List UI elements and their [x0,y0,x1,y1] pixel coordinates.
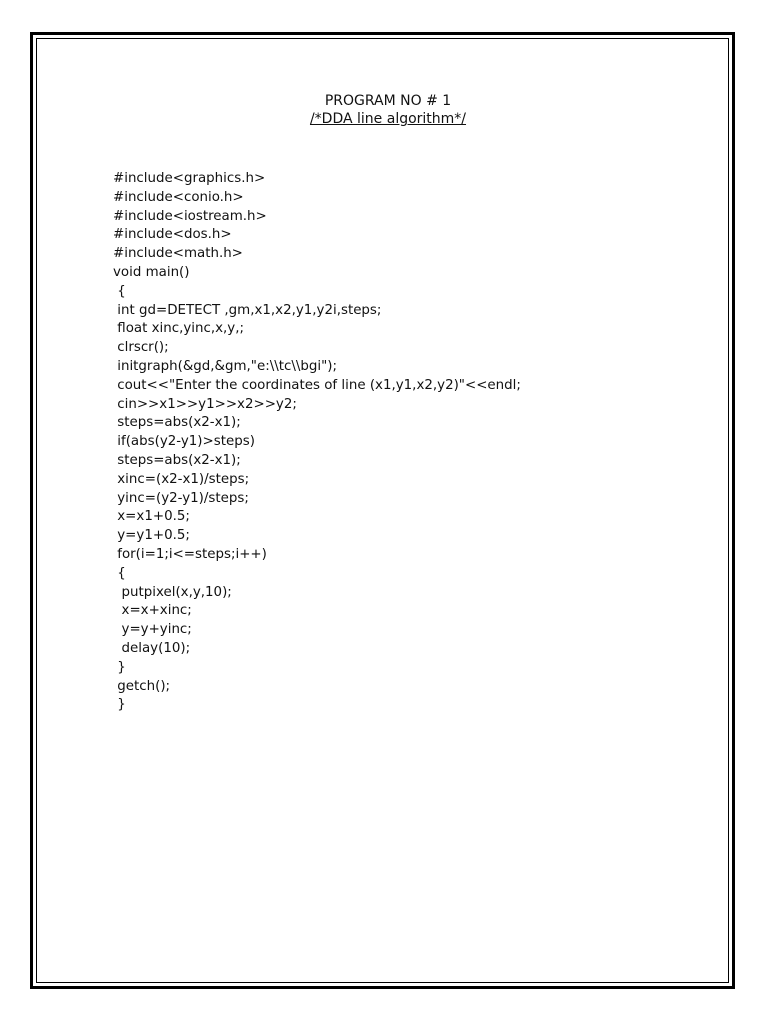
code-line: x=x+xinc; [113,603,192,619]
code-line: y=y1+0.5; [113,528,190,544]
code-line: yinc=(y2-y1)/steps; [113,490,249,506]
code-line: } [113,697,126,713]
code-line: #include<iostream.h> [113,208,267,224]
code-listing [113,170,713,715]
code-line: #include<dos.h> [113,227,232,243]
code-line: #include<graphics.h> [113,171,266,186]
code-line: { [113,283,126,299]
code-line: y=y+yinc; [113,622,192,638]
code-line: steps=abs(x2-x1); [113,452,241,468]
code-line: #include<math.h> [113,246,243,262]
header [0,92,768,128]
code-line: for(i=1;i<=steps;i++) [113,546,267,562]
code-line: x=x1+0.5; [113,509,190,525]
code-line: putpixel(x,y,10); [113,584,232,600]
program-subtitle: /*DDA line algorithm*/ [309,111,467,127]
code-line: cout<<"Enter the coordinates of line (x1,y1,x2,y2)"<<endl; [113,377,521,393]
code-line: #include<conio.h> [113,189,244,205]
code-line: clrscr(); [113,340,169,356]
code-line: delay(10); [113,640,191,656]
code-line: if(abs(y2-y1)>steps) [113,434,255,450]
code-line: steps=abs(x2-x1); [113,415,241,431]
code-line: cin>>x1>>y1>>x2>>y2; [113,396,297,412]
code-line: } [113,659,126,675]
code-line: void main() [113,264,190,280]
code-line: { [113,565,126,581]
code-line: initgraph(&gd,&gm,"e:\\tc\\bgi"); [113,358,337,374]
code-line: getch(); [113,678,171,694]
code-line: xinc=(x2-x1)/steps; [113,471,250,487]
program-title: PROGRAM NO # 1 [324,93,452,109]
code-line: int gd=DETECT ,gm,x1,x2,y1,y2i,steps; [113,302,382,318]
code-line: float xinc,yinc,x,y,; [113,321,244,337]
